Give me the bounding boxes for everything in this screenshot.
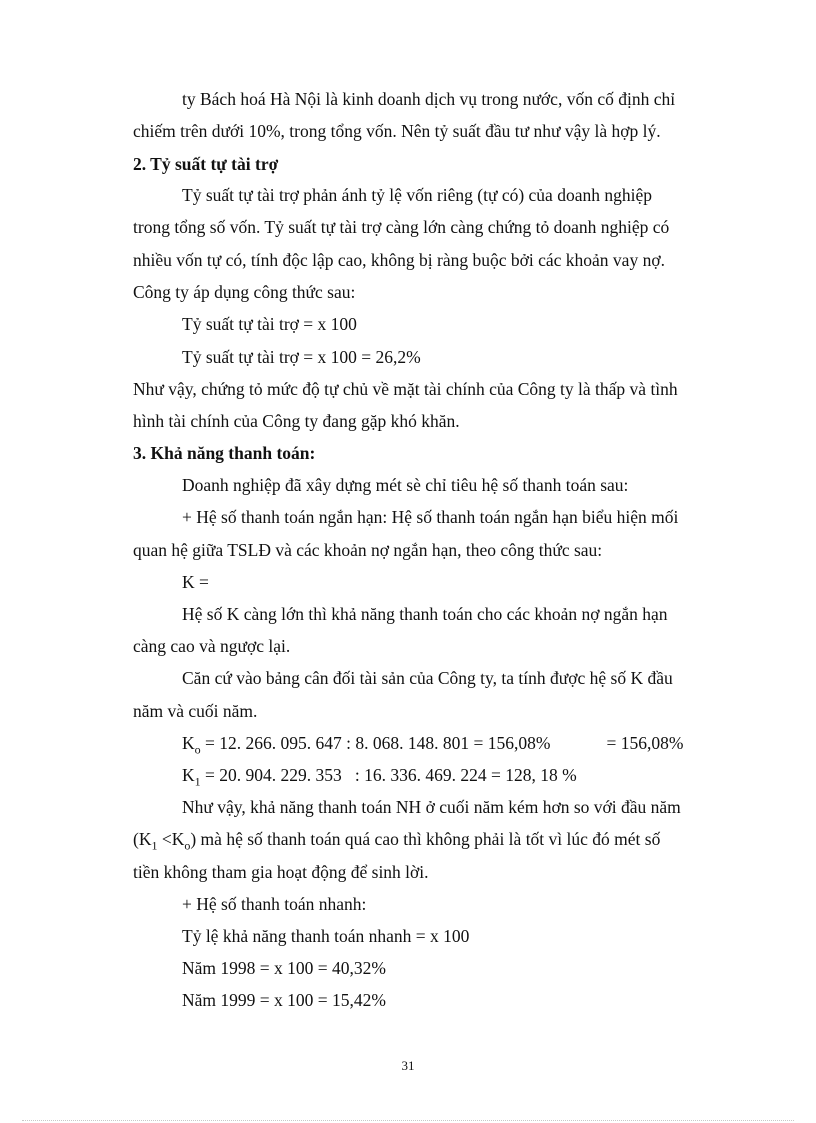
- paragraph-line: Công ty áp dụng công thức sau:: [133, 282, 356, 302]
- paragraph-line: ty Bách hoá Hà Nội là kinh doanh dịch vụ trong nước, vốn cố định chỉ: [182, 89, 676, 109]
- section-heading: 3. Khả năng thanh toán:: [133, 443, 316, 463]
- formula-k1: $K_1 = 20$. 904. 229. 353 : 16. 336. 469. 224 = 128, 18 %: [182, 765, 577, 789]
- paragraph-line: Tỷ suất tự tài trợ phản ánh tỷ lệ vốn riêng (tự có) của doanh nghiệp: [182, 185, 652, 205]
- paragraph-line: + Hệ số thanh toán ngắn hạn: Hệ số thanh toán ngắn hạn biểu hiện mối: [182, 507, 679, 527]
- paragraph-line: năm và cuối năm.: [133, 701, 258, 721]
- paragraph-line: Căn cứ vào bảng cân đối tài sản của Công ty, ta tính được hệ số K đầu: [182, 668, 673, 688]
- paragraph-line: Như vậy, khả năng thanh toán NH ở cuối năm kém hơn so với đầu năm: [182, 797, 681, 817]
- paragraph-line: trong tổng số vốn. Tỷ suất tự tài trợ càng lớn càng chứng tỏ doanh nghiệp có: [133, 217, 670, 237]
- formula-line: Năm 1999 = x 100 = 15,42%: [182, 990, 386, 1010]
- formula-line: Năm 1998 = x 100 = 40,32%: [182, 958, 386, 978]
- paragraph-line: càng cao và ngược lại.: [133, 636, 291, 656]
- section-heading: 2. Tỷ suất tự tài trợ: [133, 154, 279, 174]
- paragraph-line: + Hệ số thanh toán nhanh:: [182, 894, 367, 914]
- paragraph-line: nhiều vốn tự có, tính độc lập cao, không bị ràng buộc bởi các khoản vay nợ.: [133, 250, 665, 270]
- formula-line: Tỷ suất tự tài trợ = x 100: [182, 314, 357, 334]
- page-bottom-divider: [22, 1120, 794, 1121]
- page-number: 31: [401, 1058, 415, 1073]
- paragraph-line: chiếm trên dưới 10%, trong tổng vốn. Nên tỷ suất đầu tư như vậy là hợp lý.: [133, 121, 661, 141]
- formula-line: Tỷ lệ khả năng thanh toán nhanh = x 100: [182, 926, 470, 946]
- formula-k0: $K_o = 12$. 266. 095. 647 : 8. 068. 148. 801 = 156,08% = 156,08%: [182, 733, 684, 757]
- paragraph-line: Doanh nghiệp đã xây dựng mét sè chỉ tiêu hệ số thanh toán sau:: [182, 475, 629, 495]
- comparison-line: $(K_1 <K_o)$ mà hệ số thanh toán quá cao thì không phải là tốt vì lúc đó mét số: [133, 829, 661, 853]
- paragraph-line: Như vậy, chứng tỏ mức độ tự chủ về mặt tài chính của Công ty là thấp và tình: [133, 379, 678, 399]
- paragraph-line: quan hệ giữa TSLĐ và các khoản nợ ngắn hạn, theo công thức sau:: [133, 540, 603, 560]
- formula-line: K =: [182, 572, 209, 592]
- paragraph-line: hình tài chính của Công ty đang gặp khó khăn.: [133, 411, 460, 431]
- formula-line: Tỷ suất tự tài trợ = x 100 = 26,2%: [182, 347, 421, 367]
- paragraph-line: Hệ số K càng lớn thì khả năng thanh toán cho các khoản nợ ngắn hạn: [182, 604, 668, 624]
- paragraph-line: tiền không tham gia hoạt động để sinh lời.: [133, 862, 429, 882]
